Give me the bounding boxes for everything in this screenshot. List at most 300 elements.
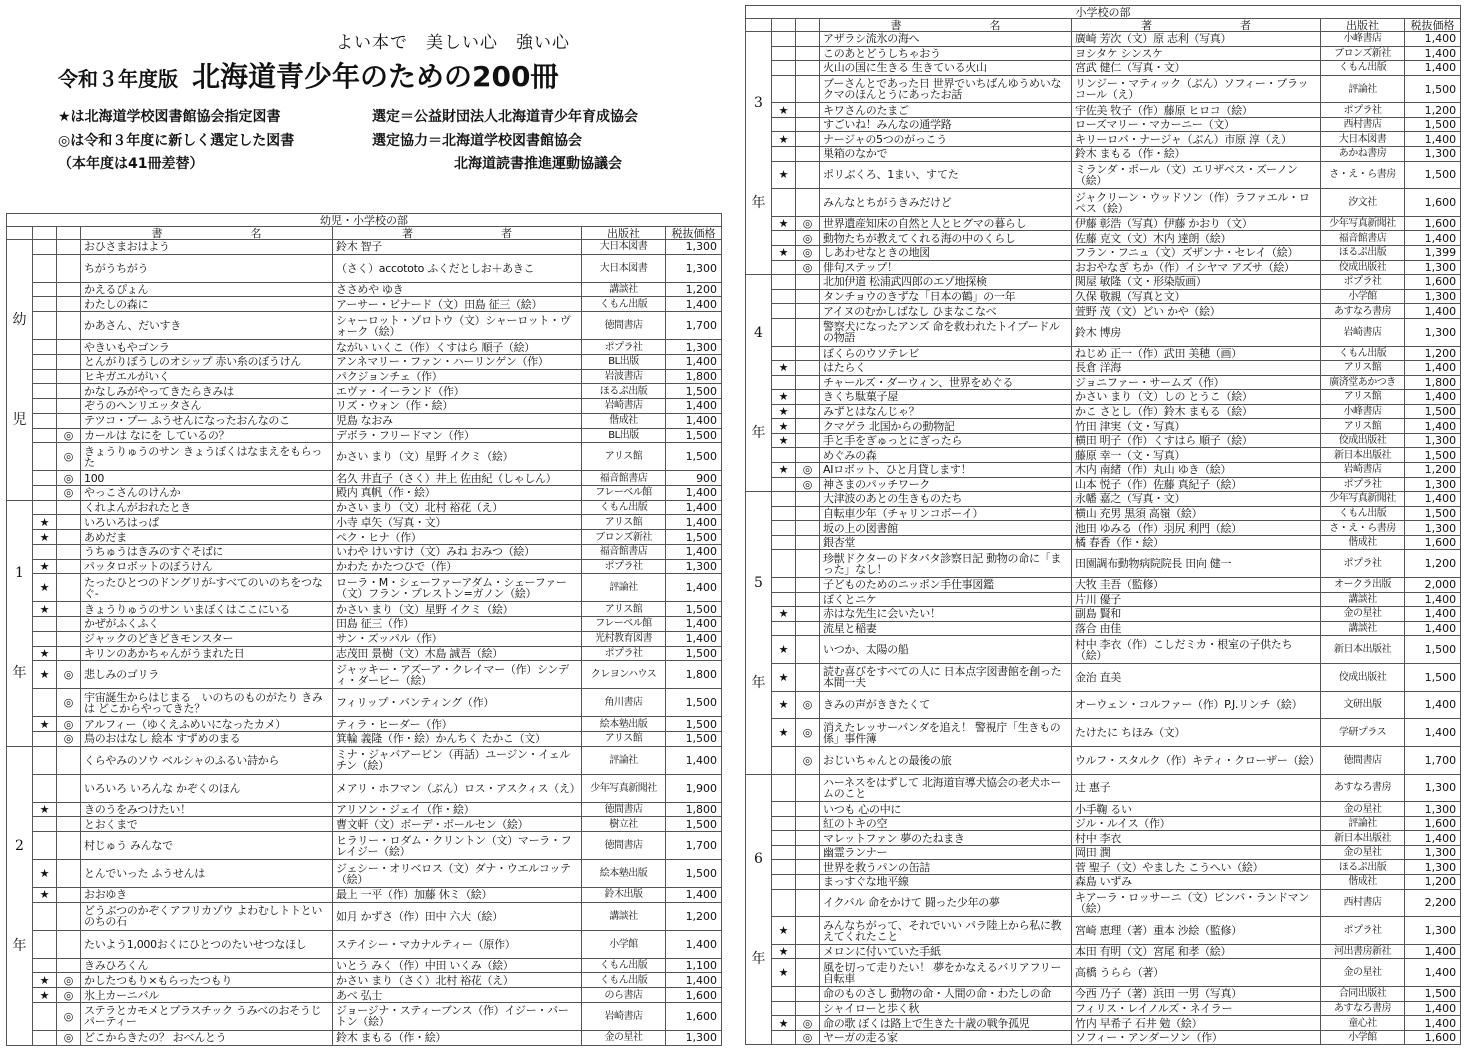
book-title: やっこさんのけんか (81, 485, 333, 500)
book-publisher: 講談社 (1321, 592, 1405, 607)
book-publisher: 西村書店 (1321, 117, 1405, 132)
book-price: 1,800 (666, 661, 722, 689)
new-mark: ◎ (796, 746, 820, 774)
star-mark (33, 413, 57, 428)
book-price: 1,500 (666, 689, 722, 717)
book-price: 1,300 (1405, 774, 1461, 802)
book-price: 1,500 (666, 817, 722, 832)
book-publisher: 廣済堂あかつき (1321, 375, 1405, 390)
table-row (7, 988, 722, 1003)
star-mark: ★ (33, 559, 57, 574)
star-mark: ★ (33, 717, 57, 732)
star-mark: ★ (772, 361, 796, 376)
star-mark (33, 689, 57, 717)
book-author: ジョージナ・スティーブンス（作）イジー・バートン（絵） (333, 1002, 582, 1030)
book-publisher: 福音館書店 (582, 471, 666, 486)
table-row (746, 578, 1461, 593)
book-title: どうぶつのかぞくアフリカゾウ よわむしトトといのちの石 (81, 902, 333, 930)
star-mark (33, 340, 57, 355)
book-publisher: 偕成社 (582, 413, 666, 428)
book-price: 1,300 (1405, 289, 1461, 304)
book-author: いわや けいすけ（文）みね おみつ（絵） (333, 544, 582, 559)
table-row (7, 1002, 722, 1030)
table-row (7, 443, 722, 471)
star-mark: ★ (33, 802, 57, 817)
table-row (746, 46, 1461, 61)
book-publisher: 少年写真新聞社 (582, 774, 666, 802)
book-title: おおゆき (81, 888, 333, 903)
book-author: 小手鞠 るい (1072, 802, 1321, 817)
book-title: わたしの森に (81, 297, 333, 312)
table-row (7, 574, 722, 602)
book-author: ヨシタケ シンスケ (1072, 46, 1321, 61)
book-title: うちゅうはきみのすぐそばに (81, 544, 333, 559)
book-author: 関屋 敏隆（文・形染版画） (1072, 275, 1321, 290)
book-price: 1,500 (1405, 636, 1461, 664)
table-row (7, 973, 722, 988)
book-author: 片川 優子 (1072, 592, 1321, 607)
new-mark (796, 663, 820, 691)
book-title: ヒキガエルがいく (81, 369, 333, 384)
star-mark (33, 369, 57, 384)
selection-org: 選定＝公益財団法人北海道青少年育成協会 (372, 109, 638, 125)
table-row (7, 774, 722, 802)
book-title: 宇宙誕生からはじまる いのちのものがたり きみは どこからやってきた？ (81, 689, 333, 717)
book-author: 森島 いずみ (1072, 875, 1321, 890)
book-author: 長倉 洋海 (1072, 361, 1321, 376)
table-row (746, 550, 1461, 578)
star-mark (772, 816, 796, 831)
grade-label: 3 年 (746, 32, 772, 275)
book-price: 1,500 (1405, 404, 1461, 419)
book-author: ウルフ・スタルク（作）キティ・クローザー（絵） (1072, 746, 1321, 774)
new-mark (57, 500, 81, 515)
book-publisher: 金の星社 (1321, 802, 1405, 817)
table-row (7, 902, 722, 930)
star-mark: ★ (33, 574, 57, 602)
new-mark (57, 802, 81, 817)
year-label: 令和３年度版 (58, 67, 178, 91)
table-row (746, 103, 1461, 118)
table-row (746, 1030, 1461, 1045)
book-author: 永幡 嘉之（写真・文） (1072, 492, 1321, 507)
star-mark (33, 254, 57, 282)
star-mark (33, 500, 57, 515)
book-publisher: 評論社 (582, 746, 666, 774)
table-row (7, 515, 722, 530)
star-mark: ★ (772, 463, 796, 478)
book-author: 村中 李衣（作）こしだミカ・根室の子供たち（絵） (1072, 636, 1321, 664)
book-author: 久保 敬親（写真と文） (1072, 289, 1321, 304)
new-mark (796, 346, 820, 361)
new-mark (57, 902, 81, 930)
book-author: シャーロット・ゾロトウ（文）シャーロット・ヴォーク（絵） (333, 312, 582, 340)
book-price: 1,700 (1405, 746, 1461, 774)
book-author: かさい まり（文）星野 イクミ（絵） (333, 443, 582, 471)
book-author: ミランダ・ポール（文）エリザベス・ズーノン（絵） (1072, 161, 1321, 189)
star-mark: ★ (772, 719, 796, 747)
table-row (746, 117, 1461, 132)
book-author: （さく）accototo ふくだとしお＋あきこ (333, 254, 582, 282)
new-mark (57, 930, 81, 958)
star-mark: ★ (33, 860, 57, 888)
column-header-book: 書 名 (820, 19, 1072, 32)
book-author: ミナ・ジャバアービン（再話）ユージン・イェルチン（絵） (333, 746, 582, 774)
book-author: ティラ・ヒーダー（作） (333, 717, 582, 732)
book-price: 1,400 (1405, 831, 1461, 846)
book-price: 1,400 (1405, 691, 1461, 719)
new-mark (796, 875, 820, 890)
table-row (746, 161, 1461, 189)
book-author: 殿内 真帆（作・絵） (333, 485, 582, 500)
book-author: ささめや ゆき (333, 282, 582, 297)
table-row (746, 433, 1461, 448)
book-publisher: くもん出版 (582, 973, 666, 988)
book-author: ソフィー・アンダーソン（作） (1072, 1030, 1321, 1045)
star-mark (772, 592, 796, 607)
book-author: 名久 井直子（さく）井上 佐由紀（しゃしん） (333, 471, 582, 486)
new-mark: ◎ (796, 231, 820, 246)
book-publisher: ポプラ社 (1321, 103, 1405, 118)
book-publisher: ほるぷ出版 (582, 384, 666, 399)
star-mark (33, 617, 57, 632)
book-price: 1,300 (1405, 318, 1461, 346)
book-price: 1,300 (1405, 845, 1461, 860)
table-row (746, 260, 1461, 275)
book-price: 1,200 (1405, 346, 1461, 361)
star-mark (33, 544, 57, 559)
book-price: 1,600 (1405, 216, 1461, 231)
book-price: 1,400 (1405, 944, 1461, 959)
book-publisher: 徳間書店 (1321, 746, 1405, 774)
star-mark: ★ (33, 602, 57, 617)
new-mark (796, 959, 820, 987)
book-publisher: アリス館 (1321, 419, 1405, 434)
new-mark (796, 103, 820, 118)
new-mark (796, 636, 820, 664)
book-price: 1,400 (666, 399, 722, 414)
table-row (7, 646, 722, 661)
star-mark (772, 987, 796, 1002)
book-price: 1,400 (666, 930, 722, 958)
table-row (7, 500, 722, 515)
new-mark: ◎ (57, 988, 81, 1003)
table-row (7, 340, 722, 355)
book-title: 100 (81, 471, 333, 486)
book-title: キワさんのたまご (820, 103, 1072, 118)
new-mark (796, 944, 820, 959)
book-publisher: 評論社 (582, 574, 666, 602)
book-author: 辻 惠子 (1072, 774, 1321, 802)
book-price: 1,400 (1405, 607, 1461, 622)
new-mark: ◎ (796, 463, 820, 478)
book-author: アーサー・ビナード（文）田島 征三（絵） (333, 297, 582, 312)
star-mark: ★ (772, 607, 796, 622)
book-author: 廣崎 芳次（文）原 志利（写真） (1072, 32, 1321, 47)
book-author: ながい いくこ（作）くすはら 順子（絵） (333, 340, 582, 355)
table-row (746, 719, 1461, 747)
grade-label: 2 年 (7, 746, 33, 1045)
table-row (7, 428, 722, 443)
table-row (7, 746, 722, 774)
book-author: リンジー・マティック（ぶん）ソフィー・ブラッコール（え） (1072, 75, 1321, 103)
table-row (7, 661, 722, 689)
book-price: 1,600 (1405, 275, 1461, 290)
book-author: 横山 充男 黒須 高嶺（絵） (1072, 506, 1321, 521)
table-row (7, 689, 722, 717)
star-mark: ★ (33, 888, 57, 903)
book-author: 萱野 茂（文）どい かや（絵） (1072, 304, 1321, 319)
book-title: 世界を救うパンの缶詰 (820, 860, 1072, 875)
star-mark (772, 318, 796, 346)
new-mark (57, 746, 81, 774)
book-publisher: 評論社 (1321, 75, 1405, 103)
new-mark (57, 530, 81, 545)
book-price: 1,300 (1405, 521, 1461, 536)
book-publisher: 福音館書店 (582, 544, 666, 559)
book-title: みずとはなんじゃ？ (820, 404, 1072, 419)
book-title: おじいちゃんとの最後の旅 (820, 746, 1072, 774)
table-row (7, 817, 722, 832)
book-title: ハーネスをはずして 北海道盲導犬協会の老犬ホームのこと (820, 774, 1072, 802)
book-title: アザラシ流氷の海へ (820, 32, 1072, 47)
star-mark (772, 746, 796, 774)
book-price: 1,500 (666, 717, 722, 732)
table-row (746, 521, 1461, 536)
star-mark: ★ (772, 132, 796, 147)
book-publisher: あすなろ書房 (1321, 774, 1405, 802)
star-mark (772, 61, 796, 76)
book-author: 曹文軒（文）ボーデ・ボールセン（絵） (333, 817, 582, 832)
book-title: きみひろくん (81, 958, 333, 973)
book-author: ジャッキー・アズーア・クレイマー（作）シンディ・ダービー（絵） (333, 661, 582, 689)
book-publisher: さ・え・ら書房 (1321, 521, 1405, 536)
star-mark: ★ (772, 246, 796, 261)
table-row (746, 61, 1461, 76)
book-publisher: 岩崎書店 (582, 1002, 666, 1030)
new-mark (796, 433, 820, 448)
new-mark: ◎ (57, 731, 81, 746)
book-title: パッタロボットのぼうけん (81, 559, 333, 574)
book-title: まっすぐな地平線 (820, 875, 1072, 890)
star-mark (33, 282, 57, 297)
star-mark (772, 550, 796, 578)
new-mark (796, 275, 820, 290)
star-mark (772, 521, 796, 536)
star-mark: ★ (772, 1016, 796, 1031)
new-mark (796, 987, 820, 1002)
star-mark (772, 845, 796, 860)
book-publisher: くもん出版 (582, 958, 666, 973)
book-author: 竹田 津実（文・写真） (1072, 419, 1321, 434)
star-mark (33, 354, 57, 369)
book-price: 1,300 (666, 1030, 722, 1045)
book-price: 900 (666, 471, 722, 486)
book-price: 1,500 (1405, 448, 1461, 463)
book-price: 1,300 (666, 559, 722, 574)
table-row (746, 189, 1461, 217)
book-price: 1,400 (666, 413, 722, 428)
new-mark (796, 860, 820, 875)
book-publisher: さ・え・ら書房 (1321, 161, 1405, 189)
table-row (7, 602, 722, 617)
book-title: ジャックのどきどきモンスター (81, 631, 333, 646)
new-mark (796, 535, 820, 550)
book-publisher: 新日本出版社 (1321, 448, 1405, 463)
table-row (7, 282, 722, 297)
book-price: 1,400 (1405, 390, 1461, 405)
table-row (7, 731, 722, 746)
table-row (7, 617, 722, 632)
book-publisher: 講談社 (582, 282, 666, 297)
book-price: 1,500 (1405, 117, 1461, 132)
book-title: ちがうちがう (81, 254, 333, 282)
book-publisher: ほるぷ出版 (1321, 860, 1405, 875)
new-mark (796, 419, 820, 434)
book-price: 1,300 (666, 254, 722, 282)
book-publisher: 絵本塾出版 (582, 860, 666, 888)
book-title: ぼくとニケ (820, 592, 1072, 607)
book-publisher: ポプラ社 (582, 646, 666, 661)
book-author: 岡田 潤 (1072, 845, 1321, 860)
book-publisher: 小学館 (1321, 1030, 1405, 1045)
new-mark (57, 574, 81, 602)
book-author: かさい まり（さく）北村 裕花（え） (333, 973, 582, 988)
table-row (746, 246, 1461, 261)
book-price: 1,500 (666, 384, 722, 399)
table-row (746, 944, 1461, 959)
new-mark (57, 958, 81, 973)
book-price: 1,300 (1405, 477, 1461, 492)
new-mark (796, 147, 820, 162)
new-mark (57, 860, 81, 888)
book-author: ローズマリー・マカーニー（文） (1072, 117, 1321, 132)
book-publisher: 学研プラス (1321, 719, 1405, 747)
column-header-blank-0 (746, 19, 772, 32)
book-price: 1,200 (1405, 550, 1461, 578)
book-price: 1,200 (1405, 463, 1461, 478)
table-row (746, 592, 1461, 607)
book-publisher: BL出版 (582, 354, 666, 369)
book-publisher: ほるぷ出版 (1321, 246, 1405, 261)
book-price: 1,400 (666, 297, 722, 312)
book-publisher: 新日本出版社 (1321, 831, 1405, 846)
new-mark (57, 340, 81, 355)
book-price: 1,400 (1405, 1016, 1461, 1031)
new-mark: ◎ (796, 719, 820, 747)
book-price: 1,300 (1405, 860, 1461, 875)
book-price: 1,300 (1405, 147, 1461, 162)
table-row (7, 958, 722, 973)
book-author: 今西 乃子（著）浜田 一男（写真） (1072, 987, 1321, 1002)
book-title: 銀杏堂 (820, 535, 1072, 550)
table-row (746, 663, 1461, 691)
star-mark (33, 817, 57, 832)
book-title: シャイローと歩く秋 (820, 1001, 1072, 1016)
new-mark (796, 845, 820, 860)
book-title: かえるぴょん (81, 282, 333, 297)
book-publisher: 光村教育図書 (582, 631, 666, 646)
book-author: 藤原 幸一（文・写真） (1072, 448, 1321, 463)
main-title (58, 55, 558, 95)
book-price: 1,500 (1405, 987, 1461, 1002)
book-author: 佐藤 克文（文）木内 達朗（絵） (1072, 231, 1321, 246)
new-mark: ◎ (796, 477, 820, 492)
star-mark (33, 471, 57, 486)
book-publisher: BL出版 (582, 428, 666, 443)
book-price: 1,600 (666, 1002, 722, 1030)
table-row (746, 535, 1461, 550)
new-mark (796, 289, 820, 304)
book-author: 大牧 圭吾（監修） (1072, 578, 1321, 593)
grade-label: 幼 児 (7, 240, 33, 501)
new-mark (57, 774, 81, 802)
new-mark (57, 602, 81, 617)
star-mark (772, 260, 796, 275)
book-title: しあわせなときの地図 (820, 246, 1072, 261)
book-publisher: 偕成社 (1321, 535, 1405, 550)
book-price: 1,600 (1405, 1030, 1461, 1045)
book-price: 1,900 (666, 774, 722, 802)
book-title: きくち駄菓子屋 (820, 390, 1072, 405)
book-author: ペク・ヒナ（作） (333, 530, 582, 545)
note-count: （本年度は41冊差替） (58, 156, 204, 172)
book-author: 伊藤 彰浩（写真）伊藤 かおり（文） (1072, 216, 1321, 231)
star-mark (772, 535, 796, 550)
book-author: ジョニファー・サームズ（作） (1072, 375, 1321, 390)
column-header-blank-2 (796, 19, 820, 32)
book-author: オーウェン・コルファー（作）P.J.リンチ（絵） (1072, 691, 1321, 719)
book-author: フィリップ・バンティング（作） (333, 689, 582, 717)
book-title: はたらく (820, 361, 1072, 376)
book-publisher: 樹立社 (582, 817, 666, 832)
book-title: 氷上カーニバル (81, 988, 333, 1003)
book-title: 子どものためのニッポン手仕事図鑑 (820, 578, 1072, 593)
book-price: 1,300 (1405, 802, 1461, 817)
book-publisher: あかね書房 (1321, 147, 1405, 162)
new-mark (57, 631, 81, 646)
book-author: 竹内 早希子 石井 勉（絵） (1072, 1016, 1321, 1031)
table-row (7, 399, 722, 414)
right-book-table (745, 5, 1461, 1045)
book-publisher: 金の星社 (1321, 845, 1405, 860)
book-title: 命の歌 ぼくは路上で生きた十歳の戦争孤児 (820, 1016, 1072, 1031)
book-publisher: 金の星社 (1321, 959, 1405, 987)
star-mark: ★ (772, 103, 796, 118)
book-price: 1,400 (666, 617, 722, 632)
book-price: 1,400 (1405, 621, 1461, 636)
star-mark: ★ (772, 390, 796, 405)
book-author: メアリ・ホフマン（ぶん）ロス・アスクィス（え） (333, 774, 582, 802)
book-publisher: アリス館 (582, 602, 666, 617)
book-author: 横田 明子（作）くすはら 順子（絵） (1072, 433, 1321, 448)
book-author: ローラ・M・シェーファーアダム・シェーファー（文）フラン・プレストン=ガノン（絵） (333, 574, 582, 602)
book-publisher: 小峰書店 (1321, 404, 1405, 419)
table-row (746, 621, 1461, 636)
book-author: アンネマリー・ファン・ハーリンゲン（作） (333, 354, 582, 369)
table-row (746, 448, 1461, 463)
star-mark (772, 46, 796, 61)
book-title: ヤーガの走る家 (820, 1030, 1072, 1045)
book-title: たったひとつのドングリが-すべてのいのちをつなぐ- (81, 574, 333, 602)
book-price: 1,400 (666, 746, 722, 774)
column-header-blank-1 (772, 19, 796, 32)
book-title: ナージャの5つのがっこう (820, 132, 1072, 147)
book-author: 鈴木 智子 (333, 240, 582, 255)
book-title: きのうをみつけたい！ (81, 802, 333, 817)
book-title: きょうりゅうのサン きょうぼくはなまえをもらった (81, 443, 333, 471)
column-header-blank-2 (57, 227, 81, 240)
